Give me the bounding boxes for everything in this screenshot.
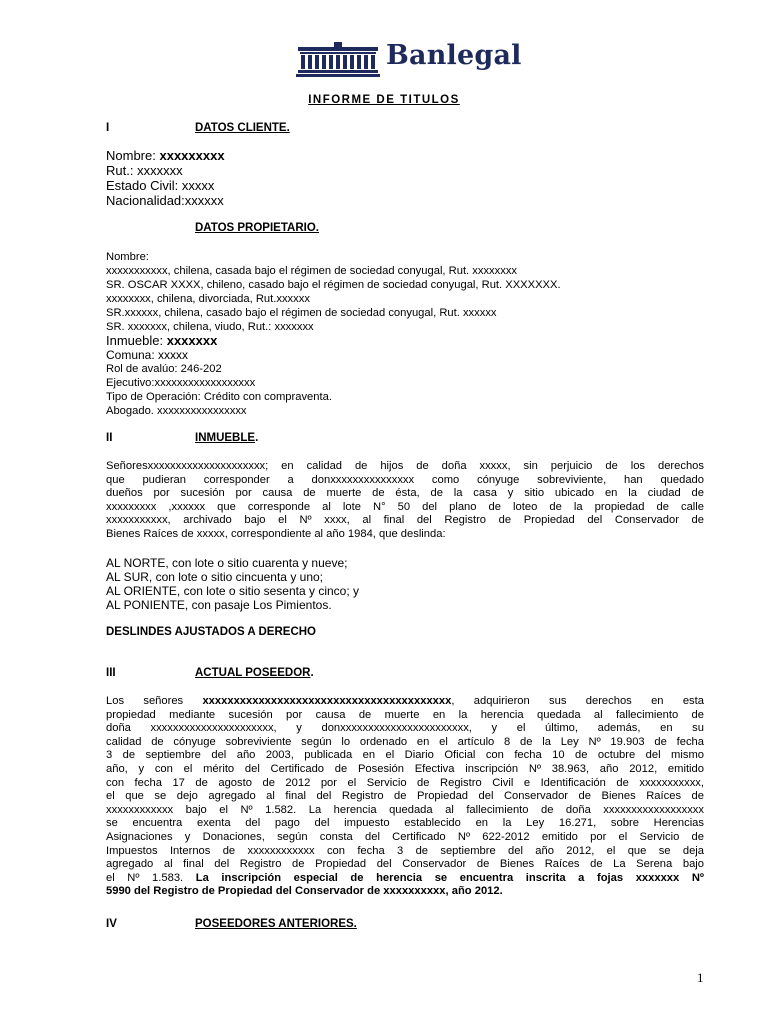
- paragraph-line: doña xxxxxxxxxxxxxxxxxxxxxx, y donxxxxxxxxxxxxxxxxxxxxxxx, y el último, además, en su: [106, 722, 704, 735]
- deslindes-heading: DESLINDES AJUSTADOS A DERECHO: [106, 626, 317, 638]
- paragraph-line: el que se dejo agregado al final del Registro de Propiedad del Conservador de Bienes Raíces de: [106, 790, 704, 803]
- section-4-number: IV: [106, 918, 117, 930]
- cliente-rut: Rut.: xxxxxxx: [106, 163, 183, 178]
- tipo-operacion: Tipo de Operación: Crédito con compraventa.: [106, 391, 332, 403]
- bank-building-icon: [296, 42, 380, 80]
- page-number: 1: [697, 970, 704, 985]
- paragraph-line: 3 de septiembre del año 2003, publicada en el Diario Oficial con fecha 10 de octubre del mismo: [106, 749, 704, 762]
- poseedor-paragraph: [106, 695, 704, 899]
- section-2-title-text: INMUEBLE: [195, 432, 256, 444]
- paragraph-line: Bienes Raíces de xxxxx, correspondiente al año 1984, que deslinda:: [106, 527, 446, 540]
- deslinde-norte: AL NORTE, con lote o sitio cuarenta y nueve;: [106, 556, 348, 570]
- section-1-number: I: [106, 122, 110, 134]
- paragraph-line: [106, 872, 704, 886]
- cliente-nombre: [106, 148, 225, 163]
- section-3-title-text: ACTUAL POSEEDOR: [195, 667, 311, 679]
- paragraph-line: xxxxxxxxxxxx bajo el Nº 1.582. La herencia quedada al fallecimiento de doña xxxxxxxxxxxxxxxxxx: [106, 803, 704, 816]
- section-4-title: POSEEDORES ANTERIORES.: [195, 918, 357, 930]
- paragraph-line: xxxxxxxxx ,xxxxxx que corresponde al lote N° 50 del plano de loteo de la propiedad de calle: [106, 500, 704, 513]
- inmueble-line: [106, 333, 217, 348]
- section-2-number: II: [106, 432, 113, 444]
- abogado: Abogado. xxxxxxxxxxxxxxxx: [106, 405, 247, 417]
- banlegal-logo: [296, 40, 522, 80]
- section-3-title: [195, 667, 314, 679]
- cliente-nombre-value: xxxxxxxxx: [159, 148, 225, 163]
- inmueble-value: xxxxxxx: [166, 333, 218, 348]
- first-line-suffix: , adquirieron sus derechos en esta: [451, 695, 704, 707]
- first-line-prefix: Los señores: [106, 695, 203, 707]
- paragraph-line: año, y con el mérito del Certificado de Posesión Efectiva inscripción Nº 38.963, año 2012, emitido: [106, 762, 704, 775]
- section-2-title: [195, 432, 258, 444]
- propietario-title: DATOS PROPIETARIO.: [195, 222, 319, 234]
- propietario-line: xxxxxxxxxxx, chilena, casada bajo el régimen de sociedad conyugal, Rut. xxxxxxxx: [106, 265, 518, 277]
- deslinde-poniente: AL PONIENTE, con pasaje Los Pimientos.: [106, 598, 332, 612]
- document-title: INFORME DE TITULOS: [308, 94, 460, 106]
- paragraph-line: agregado al final del Registro de Propiedad del Conservador de Bienes Raíces de La Serena bajo: [106, 858, 704, 871]
- paragraph-line: se encuentra exenta del pago del impuesto establecido en la Ley 16.271, sobre Herencias: [106, 817, 704, 830]
- paragraph-line: con fecha 17 de agosto de 2012 por el Servicio de Registro Civil e Identificación de xxxxxxxxxxx,: [106, 776, 704, 789]
- cliente-nombre-label: Nombre:: [106, 148, 156, 163]
- section-3-number: III: [106, 667, 116, 679]
- deslinde-oriente: AL ORIENTE, con lote o sitio sesenta y cinco; y: [106, 584, 359, 598]
- propietario-line: SR. OSCAR XXXX, chileno, casado bajo el régimen de sociedad conyugal, Rut. XXXXXXX.: [106, 279, 561, 291]
- penultimate-bold: La inscripción especial de herencia se encuentra inscrita a fojas xxxxxxx Nº: [195, 871, 704, 884]
- section-2-title-suffix: .: [255, 432, 259, 444]
- propietario-line: SR. xxxxxxx, chilena, viudo, Rut.: xxxxxxx: [106, 321, 314, 333]
- penultimate-prefix: el Nº 1.583.: [106, 871, 196, 884]
- cliente-nacionalidad: Nacionalidad:xxxxxx: [106, 193, 224, 208]
- inmueble-label: Inmueble:: [106, 333, 164, 348]
- paragraph-line: Asignaciones y Donaciones, según consta del Certificado Nº 622-2012 emitido por el Servicio de: [106, 830, 704, 843]
- section-3-title-suffix: .: [310, 667, 314, 679]
- paragraph-line: dueños por sucesión por causa de muerte de ésta, de la casa y sitio ubicado en la ciudad de: [106, 487, 704, 500]
- paragraph-line: propiedad mediante sucesión por causa de muerte en la herencia quedada al fallecimiento de: [106, 708, 704, 721]
- paragraph-line: [106, 695, 704, 709]
- comuna: Comuna: xxxxx: [106, 348, 189, 362]
- first-line-bold: xxxxxxxxxxxxxxxxxxxxxxxxxxxxxxxxxxxxxxxx: [202, 695, 452, 707]
- paragraph-line: xxxxxxxxxxx, archivado bajo el Nº xxxx, al final del Registro de Propiedad del Conservador de: [106, 514, 704, 527]
- logo-text: Banlegal: [386, 40, 522, 71]
- paragraph-line-last: 5990 del Registro de Propiedad del Conservador de xxxxxxxxxx, año 2012.: [106, 885, 503, 898]
- paragraph-line: Impuestos Internos de xxxxxxxxxxxx con fecha 3 de septiembre del año 2012, el que se deja: [106, 844, 704, 857]
- propietario-line: xxxxxxxx, chilena, divorciada, Rut.xxxxxx: [106, 293, 310, 305]
- paragraph-line: que pudieran corresponder a donxxxxxxxxxxxxxxx como cónyuge sobreviviente, han quedado: [106, 473, 704, 486]
- propietario-nombre-label: Nombre:: [106, 251, 149, 263]
- cliente-estado-civil: Estado Civil: xxxxx: [106, 178, 215, 193]
- inmueble-paragraph: [106, 460, 704, 542]
- ejecutivo: Ejecutivo:xxxxxxxxxxxxxxxxxx: [106, 377, 256, 389]
- rol-avaluo: Rol de avalúo: 246-202: [106, 363, 222, 375]
- deslinde-sur: AL SUR, con lote o sitio cincuenta y uno;: [106, 570, 324, 584]
- paragraph-line: calidad de cónyuge sobreviviente según lo ordenado en el artículo 8 de la Ley Nº 19.903 de fecha: [106, 735, 704, 748]
- section-1-title: DATOS CLIENTE.: [195, 122, 290, 134]
- paragraph-line: Señoresxxxxxxxxxxxxxxxxxxxxx; en calidad de hijos de doña xxxxx, sin perjuicio de los derechos: [106, 460, 704, 472]
- propietario-line: SR.xxxxxx, chilena, casado bajo el régimen de sociedad conyugal, Rut. xxxxxx: [106, 307, 497, 319]
